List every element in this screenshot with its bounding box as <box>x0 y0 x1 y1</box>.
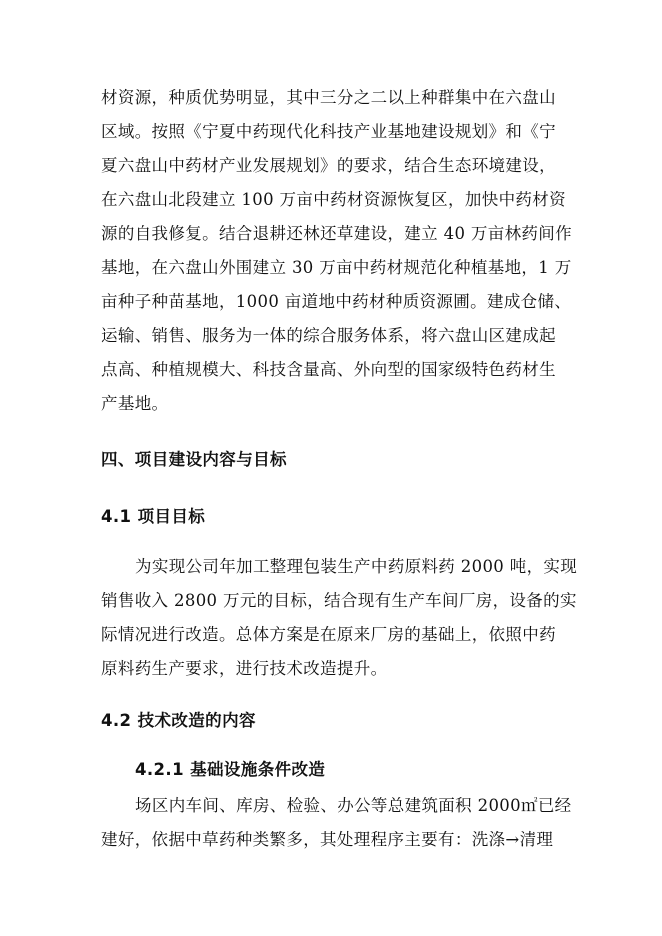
subsection-heading: 4.1 项目目标 <box>101 507 206 526</box>
text-line: 建好，依据中草药种类繁多，其处理程序主要有：洗涤→清理 <box>101 830 554 849</box>
subsubsection-heading: 4.2.1 基础设施条件改造 <box>135 760 326 779</box>
text-line: 亩种子种苗基地，1000 亩道地中药材种质资源圃。建成仓储、 <box>101 292 572 311</box>
text-line: 运输、销售、服务为一体的综合服务体系，将六盘山区建成起 <box>101 326 556 345</box>
text-line: 为实现公司年加工整理包装生产中药原料药 2000 吨，实现 <box>135 557 578 576</box>
text-line: 区域。按照《宁夏中药现代化科技产业基地建设规划》和《宁 <box>101 122 556 141</box>
text-line: 基地，在六盘山外围建立 30 万亩中药材规范化种植基地，1 万 <box>101 258 572 277</box>
text-line: 原料药生产要求，进行技术改造提升。 <box>101 659 388 678</box>
text-line: 产基地。 <box>101 394 169 413</box>
text-line: 际情况进行改造。总体方案是在原来厂房的基础上，依照中药 <box>101 625 556 644</box>
text-line: 源的自我修复。结合退耕还林还草建设，建立 40 万亩林药间作 <box>101 224 572 243</box>
subsection-heading: 4.2 技术改造的内容 <box>101 711 256 730</box>
text-line: 点高、种植规模大、科技含量高、外向型的国家级特色药材生 <box>101 360 556 379</box>
text-line: 销售收入 2800 万元的目标，结合现有生产车间厂房，设备的实 <box>101 591 577 610</box>
text-line: 场区内车间、库房、检验、办公等总建筑面积 2000㎡已经 <box>135 796 572 815</box>
text-line: 材资源，种质优势明显，其中三分之二以上种群集中在六盘山 <box>101 88 556 107</box>
text-line: 夏六盘山中药材产业发展规划》的要求，结合生态环境建设， <box>101 156 556 175</box>
section-heading: 四、项目建设内容与目标 <box>101 450 287 469</box>
text-line: 在六盘山北段建立 100 万亩中药材资源恢复区，加快中药材资 <box>101 190 566 209</box>
